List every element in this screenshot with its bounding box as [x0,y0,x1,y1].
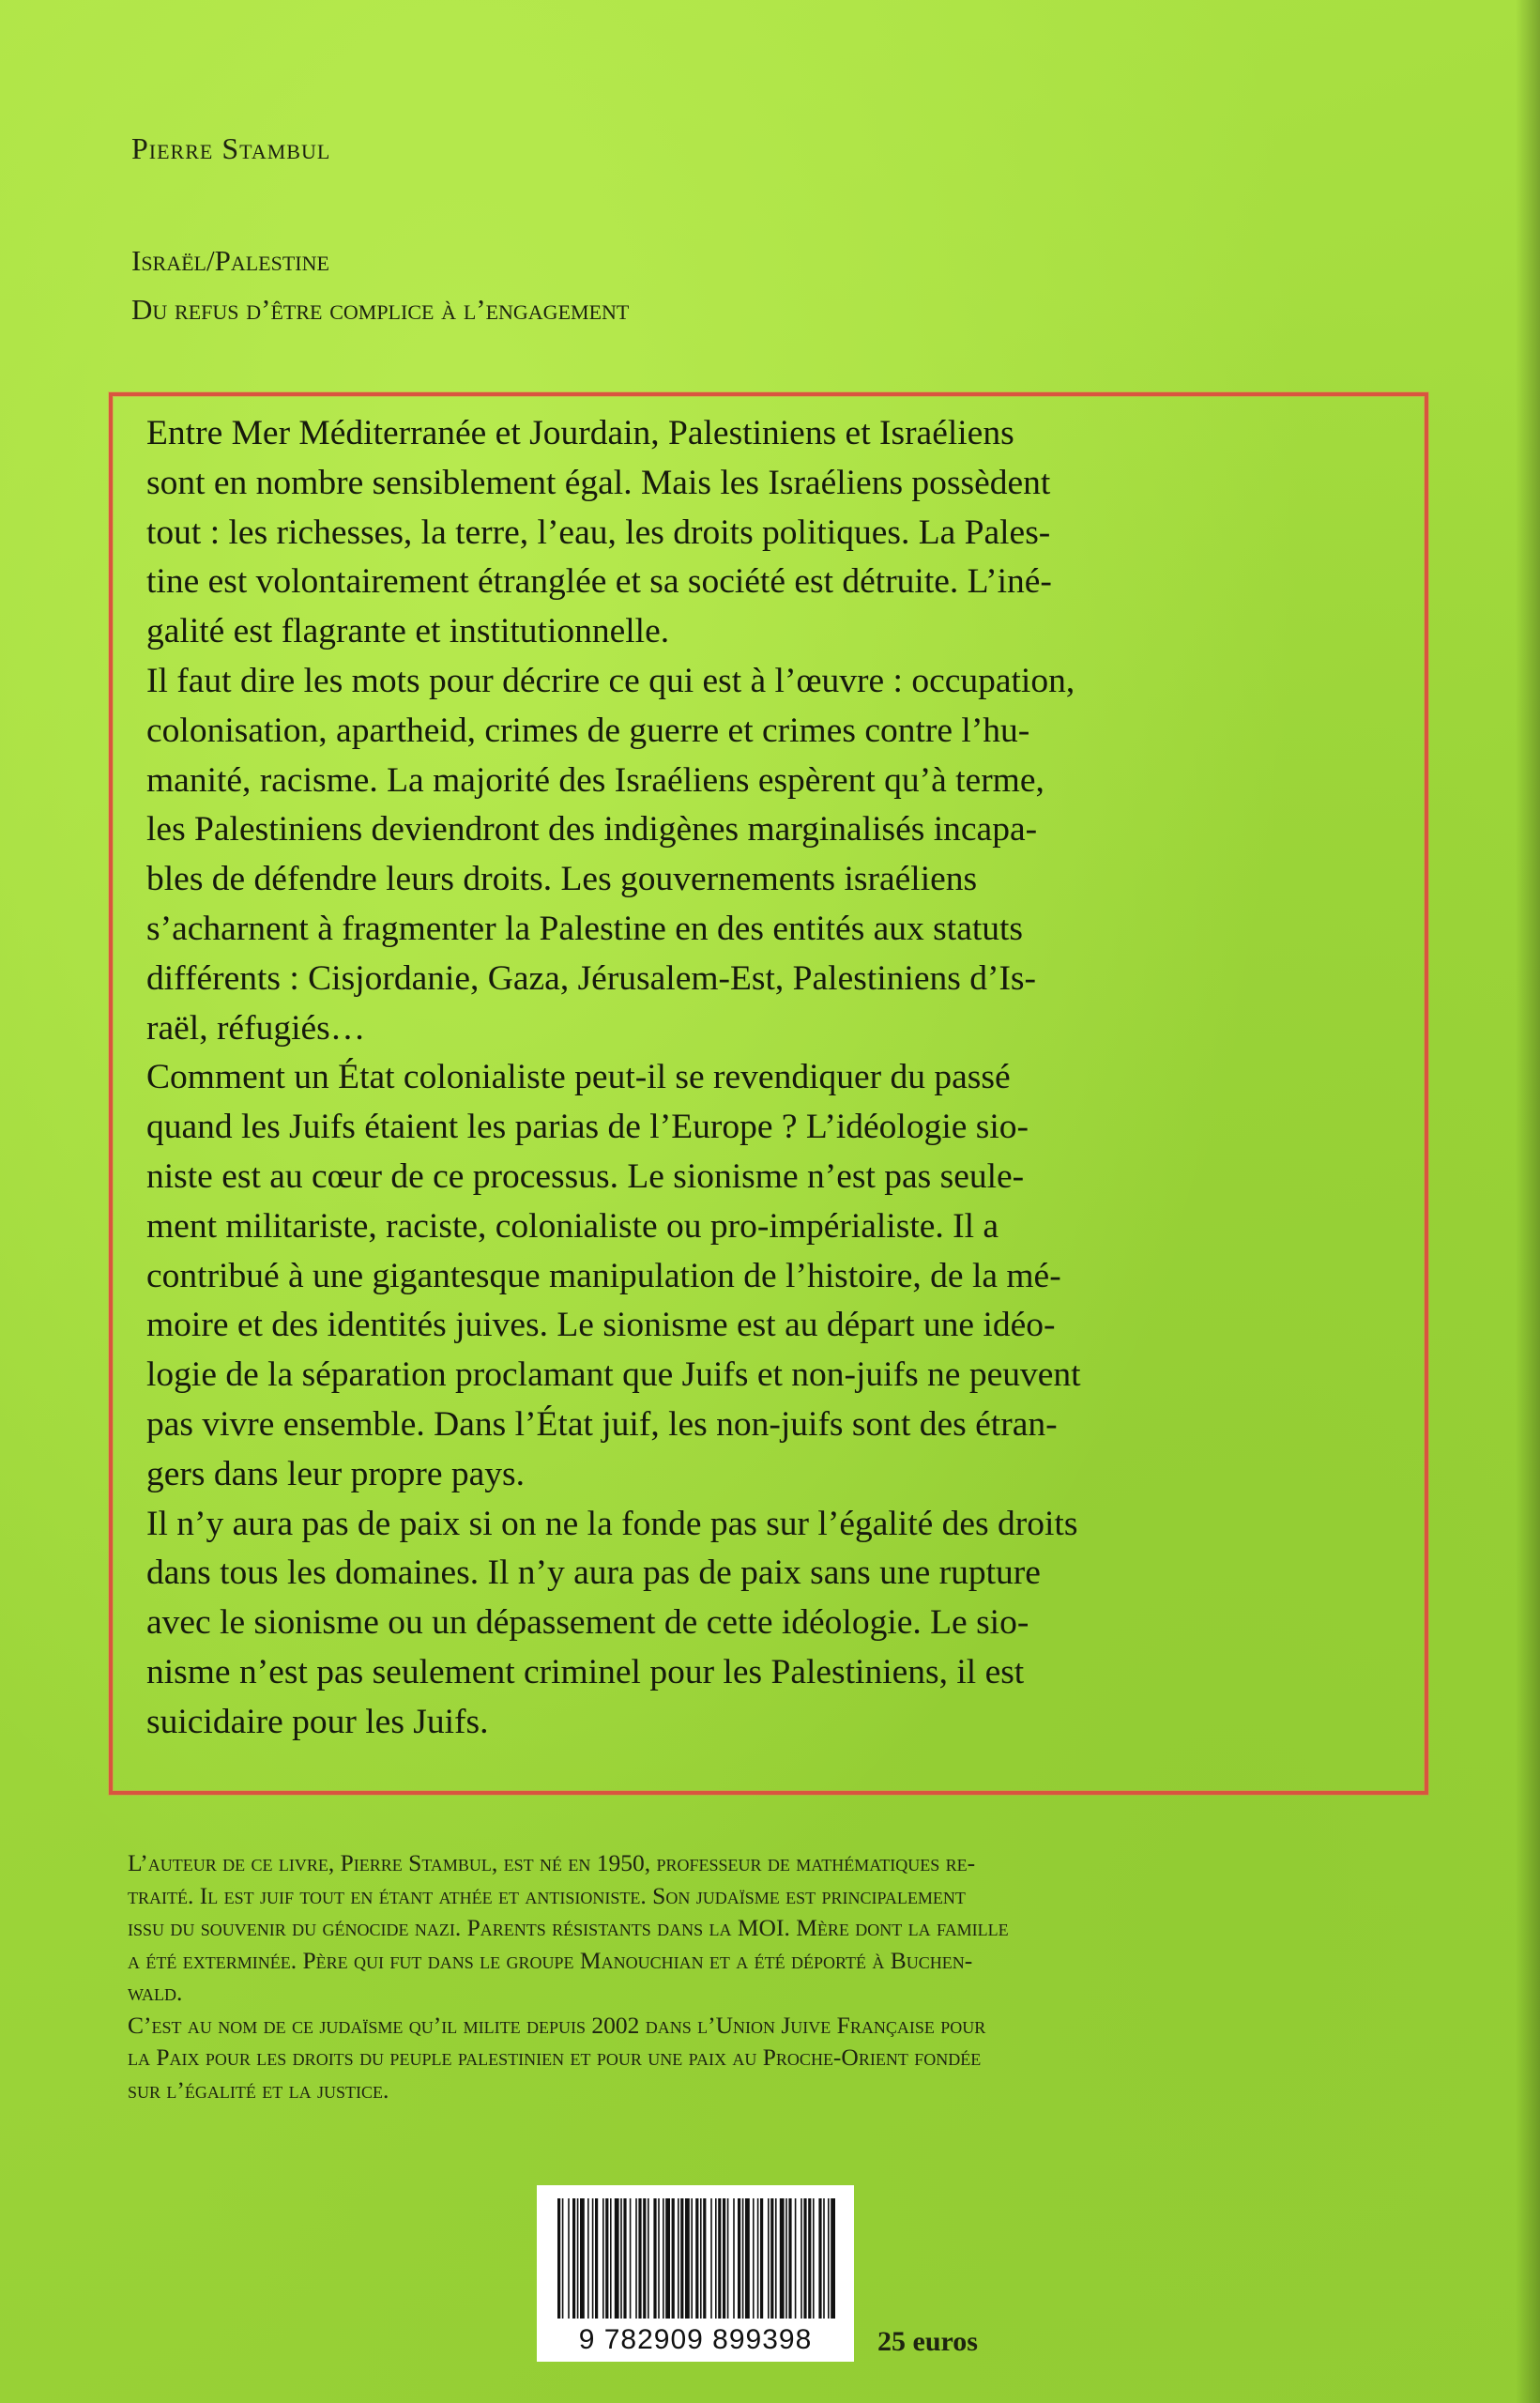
barcode-bar [680,2198,683,2319]
blurb-line: logie de la séparation proclamant que Juifs et non-juifs ne peuvent [146,1355,1081,1395]
barcode-bar [818,2198,821,2319]
barcode-bar [568,2198,570,2319]
blurb-line: pas vivre ensemble. Dans l’État juif, les non-juifs sont des étran- [146,1404,1058,1444]
barcode-bar [723,2198,725,2319]
blurb-line: niste est au cœur de ce processus. Le sionisme n’est pas seule- [146,1156,1025,1196]
book-title-line-1: Israël/Palestine [131,244,329,277]
blurb-line: galité est flagrante et institutionnelle. [146,612,670,651]
barcode-bar [638,2198,641,2319]
blurb-line: raël, réfugiés… [146,1008,366,1048]
blurb-line: tine est volontairement étranglée et sa société est détruite. L’iné- [146,562,1052,602]
blurb-line: Il faut dire les mots pour décrire ce qui est à l’œuvre : occupation, [146,661,1075,700]
barcode-bar [768,2198,770,2319]
barcode-bar [753,2198,755,2319]
barcode-bar [715,2198,717,2319]
bio-line: C’est au nom de ce judaïsme qu’il milite depuis 2002 dans l’Union Juive Française pour [128,2011,986,2039]
blurb-line: contribué à une gigantesque manipulation de l’histoire, de la mé- [146,1256,1061,1295]
barcode-bar [770,2198,773,2319]
barcode-bar [742,2198,744,2319]
barcode-bar [788,2198,791,2319]
blurb-line: ment militariste, raciste, colonialiste ou pro-impérialiste. Il a [146,1206,999,1246]
barcode-bar [703,2198,706,2319]
barcode-bar [557,2198,560,2319]
barcode-bar [813,2198,815,2319]
barcode-bar [602,2198,604,2319]
barcode-bar [727,2198,729,2319]
barcode-bar [678,2198,679,2319]
bio-line: la Paix pour les droits du peuple palestinien et pour une paix au Proche-Orient fondée [128,2043,982,2071]
price-label: 25 euros [877,2326,978,2357]
blurb-line: Il n’y aura pas de paix si on ne la fonde pas sur l’égalité des droits [146,1504,1078,1543]
barcode-number: 9 782909 899398 [578,2324,813,2355]
barcode-bar [615,2198,619,2319]
blurb-line: colonisation, apartheid, crimes de guerre et crimes contre l’hu- [146,711,1030,750]
barcode-bar [831,2198,835,2319]
barcode-bar [803,2198,806,2319]
barcode-bar [710,2198,712,2319]
barcode-bar [630,2198,632,2319]
barcode-bar [780,2198,785,2319]
blurb-line: Entre Mer Méditerranée et Jourdain, Palestiniens et Israéliens [146,414,1014,452]
barcode-bar [785,2198,787,2319]
barcode-bar [800,2198,802,2319]
blurb-line: sont en nombre sensiblement égal. Mais les Israéliens possèdent [146,463,1051,502]
barcode-bar [775,2198,777,2319]
blurb-line: les Palestiniens deviendront des indigènes marginalisés incapa- [146,810,1038,849]
blurb-line: dans tous les domaines. Il n’y aura pas de paix sans une rupture [146,1554,1041,1593]
barcode-bar [757,2198,759,2319]
barcode-bar [823,2198,825,2319]
blurb-line: tout : les richesses, la terre, l’eau, les droits politiques. La Pales- [146,513,1051,552]
book-title [131,237,629,334]
barcode-bar [700,2198,702,2319]
barcode-bar [605,2198,608,2319]
blurb-line: manité, racisme. La majorité des Israéliens espèrent qu’à terme, [146,760,1044,800]
barcode-bar [635,2198,637,2319]
barcode-bar [643,2198,646,2319]
barcode-bar [572,2198,575,2319]
barcode-bar [691,2198,693,2319]
bio-line: sur l’égalité et la justice. [128,2075,389,2104]
barcode-bar [587,2198,589,2319]
book-title-line-2: Du refus d’être complice à l’engagement [131,293,630,326]
barcode-bar [577,2198,579,2319]
barcode-bar [663,2198,664,2319]
blurb-line: nisme n’est pas seulement criminel pour les Palestiniens, il est [146,1652,1025,1691]
bio-line: a été exterminée. Père qui fut dans le groupe Manouchian et a été déporté à Buchen- [128,1946,973,1974]
blurb-line: suicidaire pour les Juifs. [146,1702,489,1741]
barcode-bar [620,2198,622,2319]
barcode-bar [795,2198,797,2319]
barcode-bar [580,2198,585,2319]
barcode-bars [556,2198,835,2320]
barcode-bar [562,2198,564,2319]
barcode-bar [672,2198,675,2319]
barcode-bar [648,2198,649,2319]
isbn-barcode [537,2185,854,2362]
barcode-bar [828,2198,830,2319]
barcode-bar [595,2198,598,2319]
author-bio [128,1847,1441,2106]
author-name: Pierre Stambul [131,131,331,165]
barcode-bar [733,2198,735,2319]
bio-line: traité. Il est juif tout en étant athée et antisioniste. Son judaïsme est principalement [128,1881,966,1909]
barcode-bar [653,2198,656,2319]
bio-line: L’auteur de ce livre, Pierre Stambul, est né en 1950, professeur de mathématiques re- [128,1849,976,1876]
barcode-bar [685,2198,690,2319]
barcode-bar [760,2198,763,2319]
barcode-bar [623,2198,626,2319]
blurb-line: moire et des identités juives. Le sionisme est au départ une idéo- [146,1306,1056,1345]
cover-edge-shadow [1516,0,1540,2403]
barcode-bar [695,2198,698,2319]
blurb-line: quand les Juifs étaient les parias de l’Europe ? L’idéologie sio- [146,1108,1029,1147]
barcode-bar [808,2198,811,2319]
blurb-line: s’acharnent à fragmenter la Palestine en des entités aux statuts [146,909,1024,948]
blurb-line: Comment un État colonialiste peut-il se revendiquer du passé [146,1058,1011,1097]
bio-line: issu du souvenir du génocide nazi. Parents résistants dans la MOI. Mère dont la famille [128,1914,1009,1941]
blurb-text [146,409,1421,1748]
blurb-line: bles de défendre leurs droits. Les gouvernements israéliens [146,860,978,899]
barcode-bar [658,2198,660,2319]
barcode-bar [738,2198,740,2319]
barcode-bar [665,2198,670,2319]
barcode-bar [745,2198,750,2319]
bio-line: wald. [128,1979,183,2006]
blurb-line: gers dans leur propre pays. [146,1454,525,1493]
barcode-bar [592,2198,594,2319]
barcode-bar [718,2198,721,2319]
blurb-line: avec le sionisme ou un dépassement de cette idéologie. Le sio- [146,1603,1029,1643]
barcode-bar [610,2198,612,2319]
blurb-line: différents : Cisjordanie, Gaza, Jérusalem-Est, Palestiniens d’Is- [146,958,1037,998]
